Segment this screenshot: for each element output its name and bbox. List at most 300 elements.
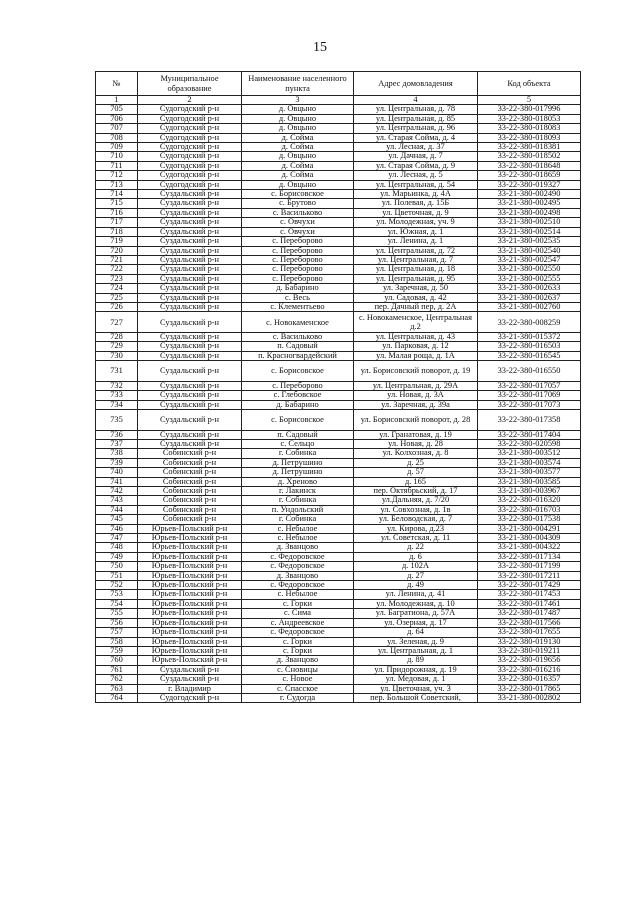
address-cell: ул. Заречная, д. 39а <box>354 400 478 409</box>
settlement-cell: д. Сойма <box>242 143 354 152</box>
settlement-cell: д. Петрушино <box>242 468 354 477</box>
table-row <box>96 552 581 561</box>
table-row <box>96 274 581 283</box>
address-cell: ул. Гранатовая, д. 19 <box>354 430 478 439</box>
object-code-cell: 33-22-380-017199 <box>478 562 581 571</box>
municipality-cell: Юрьев-Польский р-н <box>138 609 242 618</box>
settlement-cell: с. Васильково <box>242 332 354 341</box>
object-code-cell: 33-22-380-017429 <box>478 581 581 590</box>
column-number: 4 <box>354 96 478 105</box>
municipality-cell: Суздальский р-н <box>138 255 242 264</box>
row-number: 717 <box>96 218 138 227</box>
address-cell: ул. Садовая, д. 42 <box>354 293 478 302</box>
object-code-cell: 33-22-380-017566 <box>478 618 581 627</box>
address-cell: ул. Колхозная, д. 8 <box>354 449 478 458</box>
table-row <box>96 675 581 684</box>
address-cell: ул. Центральная, д. 18 <box>354 265 478 274</box>
settlement-cell: д. Бабарино <box>242 284 354 293</box>
object-code-cell: 33-22-380-018648 <box>478 161 581 170</box>
address-cell: д. 89 <box>354 656 478 665</box>
object-code-cell: 33-22-380-017211 <box>478 571 581 580</box>
row-number: 708 <box>96 133 138 142</box>
municipality-cell: Суздальский р-н <box>138 430 242 439</box>
object-code-cell: 33-22-380-018502 <box>478 152 581 161</box>
row-number: 716 <box>96 208 138 217</box>
settlement-cell: с. Сновицы <box>242 665 354 674</box>
municipality-cell: Суздальский р-н <box>138 400 242 409</box>
municipality-cell: Судогодский р-н <box>138 171 242 180</box>
settlement-cell: с. Сима <box>242 609 354 618</box>
object-code-cell: 33-21-380-002540 <box>478 246 581 255</box>
object-code-cell: 33-22-380-016545 <box>478 351 581 360</box>
municipality-cell: Судогодский р-н <box>138 180 242 189</box>
address-cell: д. 64 <box>354 628 478 637</box>
object-code-cell: 33-21-380-002637 <box>478 293 581 302</box>
row-number: 748 <box>96 543 138 552</box>
address-cell: ул. Полевая, д. 15Б <box>354 199 478 208</box>
object-code-cell: 33-22-380-017069 <box>478 391 581 400</box>
settlement-cell: д. Овцыно <box>242 105 354 114</box>
row-number: 760 <box>96 656 138 665</box>
settlement-cell: с. Новое <box>242 675 354 684</box>
address-cell: д. 27 <box>354 571 478 580</box>
municipality-cell: Суздальский р-н <box>138 302 242 311</box>
object-code-cell: 33-21-380-004291 <box>478 524 581 533</box>
object-code-cell: 33-21-380-003585 <box>478 477 581 486</box>
object-code-cell: 33-22-380-018093 <box>478 133 581 142</box>
object-code-cell: 33-22-380-019656 <box>478 656 581 665</box>
table-row <box>96 361 581 382</box>
municipality-cell: Суздальский р-н <box>138 409 242 430</box>
address-cell: ул. Молодежная, уч. 9 <box>354 218 478 227</box>
address-cell: ул. Медовая, д. 1 <box>354 675 478 684</box>
table-row <box>96 609 581 618</box>
table-row <box>96 302 581 311</box>
address-cell: ул. Кирова, д.23 <box>354 524 478 533</box>
table-row <box>96 190 581 199</box>
municipality-cell: Собинский р-н <box>138 505 242 514</box>
table-row <box>96 693 581 702</box>
municipality-cell: Суздальский р-н <box>138 293 242 302</box>
row-number: 740 <box>96 468 138 477</box>
address-cell: ул. Молодежная, д. 10 <box>354 599 478 608</box>
column-number: 3 <box>242 96 354 105</box>
registry-table <box>95 71 581 703</box>
table-row <box>96 218 581 227</box>
settlement-cell: с. Небылое <box>242 590 354 599</box>
settlement-cell: с. Клементьево <box>242 302 354 311</box>
row-number: 714 <box>96 190 138 199</box>
municipality-cell: Собинский р-н <box>138 458 242 467</box>
address-cell: ул. Центральная, д. 96 <box>354 124 478 133</box>
row-number: 718 <box>96 227 138 236</box>
municipality-cell: Юрьев-Польский р-н <box>138 628 242 637</box>
table-row <box>96 171 581 180</box>
municipality-cell: Суздальский р-н <box>138 381 242 390</box>
municipality-cell: Суздальский р-н <box>138 227 242 236</box>
object-code-cell: 33-22-380-017487 <box>478 609 581 618</box>
table-row <box>96 534 581 543</box>
settlement-cell: п. Ундольский <box>242 505 354 514</box>
municipality-cell: Юрьев-Польский р-н <box>138 618 242 627</box>
row-number: 735 <box>96 409 138 430</box>
row-number: 730 <box>96 351 138 360</box>
object-code-cell: 33-22-380-017538 <box>478 515 581 524</box>
column-number-row <box>96 96 581 105</box>
municipality-cell: Суздальский р-н <box>138 439 242 448</box>
table-row <box>96 180 581 189</box>
row-number: 720 <box>96 246 138 255</box>
column-number: 1 <box>96 96 138 105</box>
object-code-cell: 33-21-380-002802 <box>478 693 581 702</box>
row-number: 709 <box>96 143 138 152</box>
table-row <box>96 265 581 274</box>
table-row <box>96 105 581 114</box>
settlement-cell: с. Федоровское <box>242 628 354 637</box>
object-code-cell: 33-22-380-020598 <box>478 439 581 448</box>
address-cell: ул. Старая Сойма, д. 4 <box>354 133 478 142</box>
table-row <box>96 114 581 123</box>
municipality-cell: Суздальский р-н <box>138 312 242 333</box>
object-code-cell: 33-22-380-017057 <box>478 381 581 390</box>
object-code-cell: 33-21-380-002510 <box>478 218 581 227</box>
table-body <box>96 105 581 703</box>
object-code-cell: 33-21-380-002535 <box>478 237 581 246</box>
row-number: 729 <box>96 342 138 351</box>
settlement-cell: с. Переборово <box>242 381 354 390</box>
column-number: 2 <box>138 96 242 105</box>
settlement-cell: с. Федоровское <box>242 562 354 571</box>
settlement-cell: с. Весь <box>242 293 354 302</box>
table-row <box>96 152 581 161</box>
address-cell: д. 6 <box>354 552 478 561</box>
settlement-cell: д. Бабарино <box>242 400 354 409</box>
table-row <box>96 133 581 142</box>
address-cell: ул.Дальняя, д. 7/20 <box>354 496 478 505</box>
row-number: 759 <box>96 646 138 655</box>
header-object-code: Код объекта <box>478 72 581 96</box>
address-cell: ул. Центральная, д. 43 <box>354 332 478 341</box>
table-row <box>96 430 581 439</box>
table-row <box>96 505 581 514</box>
address-cell: д. 49 <box>354 581 478 590</box>
municipality-cell: Суздальский р-н <box>138 342 242 351</box>
row-number: 747 <box>96 534 138 543</box>
object-code-cell: 33-22-380-017134 <box>478 552 581 561</box>
address-cell: ул. Зеленая, д. 9 <box>354 637 478 646</box>
table-row <box>96 284 581 293</box>
table-row <box>96 646 581 655</box>
row-number: 737 <box>96 439 138 448</box>
row-number: 742 <box>96 487 138 496</box>
table-row <box>96 227 581 236</box>
municipality-cell: Судогодский р-н <box>138 124 242 133</box>
settlement-cell: с. Сельцо <box>242 439 354 448</box>
table-row <box>96 468 581 477</box>
address-cell: ул. Озерная, д. 17 <box>354 618 478 627</box>
address-cell: ул. Новая, д. 28 <box>354 439 478 448</box>
settlement-cell: с. Борисовское <box>242 409 354 430</box>
header-settlement: Наименование населенного пункта <box>242 72 354 96</box>
page-number: 15 <box>313 40 327 55</box>
object-code-cell: 33-21-380-002490 <box>478 190 581 199</box>
address-cell: ул. Центральная, д. 95 <box>354 274 478 283</box>
table-row <box>96 400 581 409</box>
table-row <box>96 409 581 430</box>
object-code-cell: 33-21-380-004309 <box>478 534 581 543</box>
object-code-cell: 33-22-380-019327 <box>478 180 581 189</box>
table-row <box>96 618 581 627</box>
municipality-cell: Юрьев-Польский р-н <box>138 581 242 590</box>
table-row <box>96 237 581 246</box>
settlement-cell: с. Глебовское <box>242 391 354 400</box>
municipality-cell: Суздальский р-н <box>138 265 242 274</box>
municipality-cell: Суздальский р-н <box>138 351 242 360</box>
column-number: 5 <box>478 96 581 105</box>
object-code-cell: 33-21-380-004322 <box>478 543 581 552</box>
settlement-cell: д. Хреново <box>242 477 354 486</box>
row-number: 762 <box>96 675 138 684</box>
address-cell: пер. Дачный пер, д. 2А <box>354 302 478 311</box>
address-cell: ул. Багратиона, д. 57А <box>354 609 478 618</box>
address-cell: ул. Центральная, д. 7 <box>354 255 478 264</box>
municipality-cell: Судогодский р-н <box>138 114 242 123</box>
municipality-cell: Суздальский р-н <box>138 237 242 246</box>
address-cell: ул. Совхозная, д. 1в <box>354 505 478 514</box>
settlement-cell: д. Петрушино <box>242 458 354 467</box>
row-number: 722 <box>96 265 138 274</box>
object-code-cell: 33-22-380-008259 <box>478 312 581 333</box>
municipality-cell: Юрьев-Польский р-н <box>138 562 242 571</box>
table-row <box>96 381 581 390</box>
municipality-cell: Собинский р-н <box>138 515 242 524</box>
row-number: 736 <box>96 430 138 439</box>
municipality-cell: Судогодский р-н <box>138 105 242 114</box>
row-number: 750 <box>96 562 138 571</box>
row-number: 751 <box>96 571 138 580</box>
object-code-cell: 33-22-380-017996 <box>478 105 581 114</box>
settlement-cell: г. Судогда <box>242 693 354 702</box>
table-row <box>96 581 581 590</box>
settlement-cell: д. Сойма <box>242 161 354 170</box>
settlement-cell: с. Переборово <box>242 237 354 246</box>
municipality-cell: Судогодский р-н <box>138 693 242 702</box>
table-row <box>96 477 581 486</box>
table-row <box>96 656 581 665</box>
object-code-cell: 33-21-380-002495 <box>478 199 581 208</box>
settlement-cell: с. Горки <box>242 599 354 608</box>
row-number: 746 <box>96 524 138 533</box>
settlement-cell: с. Горки <box>242 637 354 646</box>
object-code-cell: 33-21-380-002633 <box>478 284 581 293</box>
object-code-cell: 33-21-380-003512 <box>478 449 581 458</box>
object-code-cell: 33-22-380-016357 <box>478 675 581 684</box>
row-number: 733 <box>96 391 138 400</box>
address-cell: ул. Лесная, д. 5 <box>354 171 478 180</box>
settlement-cell: с. Овчухи <box>242 218 354 227</box>
address-cell: ул. Дачная, д. 7 <box>354 152 478 161</box>
settlement-cell: с. Новокаменское <box>242 312 354 333</box>
row-number: 749 <box>96 552 138 561</box>
object-code-cell: 33-22-380-017865 <box>478 684 581 693</box>
object-code-cell: 33-22-380-016550 <box>478 361 581 382</box>
address-cell: ул. Борисовский поворот, д. 28 <box>354 409 478 430</box>
object-code-cell: 33-22-380-017358 <box>478 409 581 430</box>
row-number: 706 <box>96 114 138 123</box>
object-code-cell: 33-22-380-016503 <box>478 342 581 351</box>
municipality-cell: Юрьев-Польский р-н <box>138 534 242 543</box>
settlement-cell: п. Садовый <box>242 342 354 351</box>
table-row <box>96 161 581 170</box>
object-code-cell: 33-22-380-017404 <box>478 430 581 439</box>
settlement-cell: д. Званцово <box>242 543 354 552</box>
municipality-cell: Юрьев-Польский р-н <box>138 552 242 561</box>
address-cell: ул. Цветочная, д. 9 <box>354 208 478 217</box>
object-code-cell: 33-22-380-018381 <box>478 143 581 152</box>
row-number: 713 <box>96 180 138 189</box>
municipality-cell: Суздальский р-н <box>138 190 242 199</box>
address-cell: д. 102А <box>354 562 478 571</box>
row-number: 753 <box>96 590 138 599</box>
row-number: 752 <box>96 581 138 590</box>
row-number: 707 <box>96 124 138 133</box>
settlement-cell: с. Овчухи <box>242 227 354 236</box>
settlement-cell: с. Брутово <box>242 199 354 208</box>
table-row <box>96 246 581 255</box>
object-code-cell: 33-22-380-016320 <box>478 496 581 505</box>
row-number: 755 <box>96 609 138 618</box>
settlement-cell: п. Красногвардейский <box>242 351 354 360</box>
object-code-cell: 33-22-380-018053 <box>478 114 581 123</box>
settlement-cell: с. Переборово <box>242 255 354 264</box>
row-number: 715 <box>96 199 138 208</box>
address-cell: ул. Советская, д. 11 <box>354 534 478 543</box>
address-cell: с. Новокаменское, Центральная д.2 <box>354 312 478 333</box>
row-number: 723 <box>96 274 138 283</box>
table-row <box>96 487 581 496</box>
address-cell: ул. Придорожная, д. 19 <box>354 665 478 674</box>
address-cell: ул. Беловодская, д. 7 <box>354 515 478 524</box>
settlement-cell: с. Борисовское <box>242 190 354 199</box>
row-number: 712 <box>96 171 138 180</box>
municipality-cell: Суздальский р-н <box>138 665 242 674</box>
settlement-cell: с. Спасское <box>242 684 354 693</box>
row-number: 727 <box>96 312 138 333</box>
settlement-cell: с. Переборово <box>242 274 354 283</box>
object-code-cell: 33-21-380-003967 <box>478 487 581 496</box>
row-number: 739 <box>96 458 138 467</box>
address-cell: ул. Центральная, д. 29А <box>354 381 478 390</box>
object-code-cell: 33-21-380-003577 <box>478 468 581 477</box>
address-cell: ул. Центральная, д. 72 <box>354 246 478 255</box>
table-row <box>96 293 581 302</box>
municipality-cell: Суздальский р-н <box>138 199 242 208</box>
row-number: 724 <box>96 284 138 293</box>
table-row <box>96 496 581 505</box>
municipality-cell: Собинский р-н <box>138 449 242 458</box>
municipality-cell: Суздальский р-н <box>138 332 242 341</box>
row-number: 705 <box>96 105 138 114</box>
row-number: 711 <box>96 161 138 170</box>
settlement-cell: д. Овцыно <box>242 124 354 133</box>
table-row <box>96 571 581 580</box>
settlement-cell: д. Сойма <box>242 171 354 180</box>
row-number: 761 <box>96 665 138 674</box>
table-row <box>96 312 581 333</box>
row-number: 764 <box>96 693 138 702</box>
object-code-cell: 33-21-380-002514 <box>478 227 581 236</box>
object-code-cell: 33-22-380-019130 <box>478 637 581 646</box>
row-number: 763 <box>96 684 138 693</box>
settlement-cell: д. Овцыно <box>242 180 354 189</box>
municipality-cell: г. Владимир <box>138 684 242 693</box>
object-code-cell: 33-21-380-002550 <box>478 265 581 274</box>
address-cell: ул. Парковая, д. 12 <box>354 342 478 351</box>
settlement-cell: с. Андреевское <box>242 618 354 627</box>
table-row <box>96 391 581 400</box>
object-code-cell: 33-21-380-002760 <box>478 302 581 311</box>
table-row <box>96 143 581 152</box>
municipality-cell: Суздальский р-н <box>138 361 242 382</box>
municipality-cell: Судогодский р-н <box>138 143 242 152</box>
object-code-cell: 33-22-380-019211 <box>478 646 581 655</box>
settlement-cell: д. Овцыно <box>242 152 354 161</box>
row-number: 725 <box>96 293 138 302</box>
table-row <box>96 543 581 552</box>
settlement-cell: п. Садовый <box>242 430 354 439</box>
row-number: 734 <box>96 400 138 409</box>
table-row <box>96 439 581 448</box>
settlement-cell: с. Горки <box>242 646 354 655</box>
municipality-cell: Юрьев-Польский р-н <box>138 599 242 608</box>
table-row <box>96 637 581 646</box>
municipality-cell: Юрьев-Польский р-н <box>138 637 242 646</box>
object-code-cell: 33-22-380-017461 <box>478 599 581 608</box>
settlement-cell: с. Федоровское <box>242 581 354 590</box>
object-code-cell: 33-21-380-002498 <box>478 208 581 217</box>
row-number: 743 <box>96 496 138 505</box>
row-number: 726 <box>96 302 138 311</box>
settlement-cell: г. Собинка <box>242 515 354 524</box>
row-number: 741 <box>96 477 138 486</box>
settlement-cell: с. Федоровское <box>242 552 354 561</box>
row-number: 757 <box>96 628 138 637</box>
table-row <box>96 599 581 608</box>
settlement-cell: с. Борисовское <box>242 361 354 382</box>
settlement-cell: с. Переборово <box>242 246 354 255</box>
address-cell: ул. Борисовский поворот, д. 19 <box>354 361 478 382</box>
address-cell: д. 25 <box>354 458 478 467</box>
object-code-cell: 33-22-380-018659 <box>478 171 581 180</box>
address-cell: ул. Цветочная, уч. 3 <box>354 684 478 693</box>
settlement-cell: д. Званцово <box>242 571 354 580</box>
settlement-cell: с. Васильково <box>242 208 354 217</box>
settlement-cell: г. Собинка <box>242 449 354 458</box>
row-number: 744 <box>96 505 138 514</box>
table-header <box>96 72 581 105</box>
object-code-cell: 33-21-380-015372 <box>478 332 581 341</box>
settlement-cell: с. Переборово <box>242 265 354 274</box>
address-cell: ул. Лесная, д. 37 <box>354 143 478 152</box>
table-row <box>96 255 581 264</box>
address-cell: ул. Центральная, д. 1 <box>354 646 478 655</box>
table-row <box>96 199 581 208</box>
municipality-cell: Суздальский р-н <box>138 284 242 293</box>
table-row <box>96 665 581 674</box>
row-number: 731 <box>96 361 138 382</box>
address-cell: ул. Малая роща, д. 1А <box>354 351 478 360</box>
table-row <box>96 124 581 133</box>
